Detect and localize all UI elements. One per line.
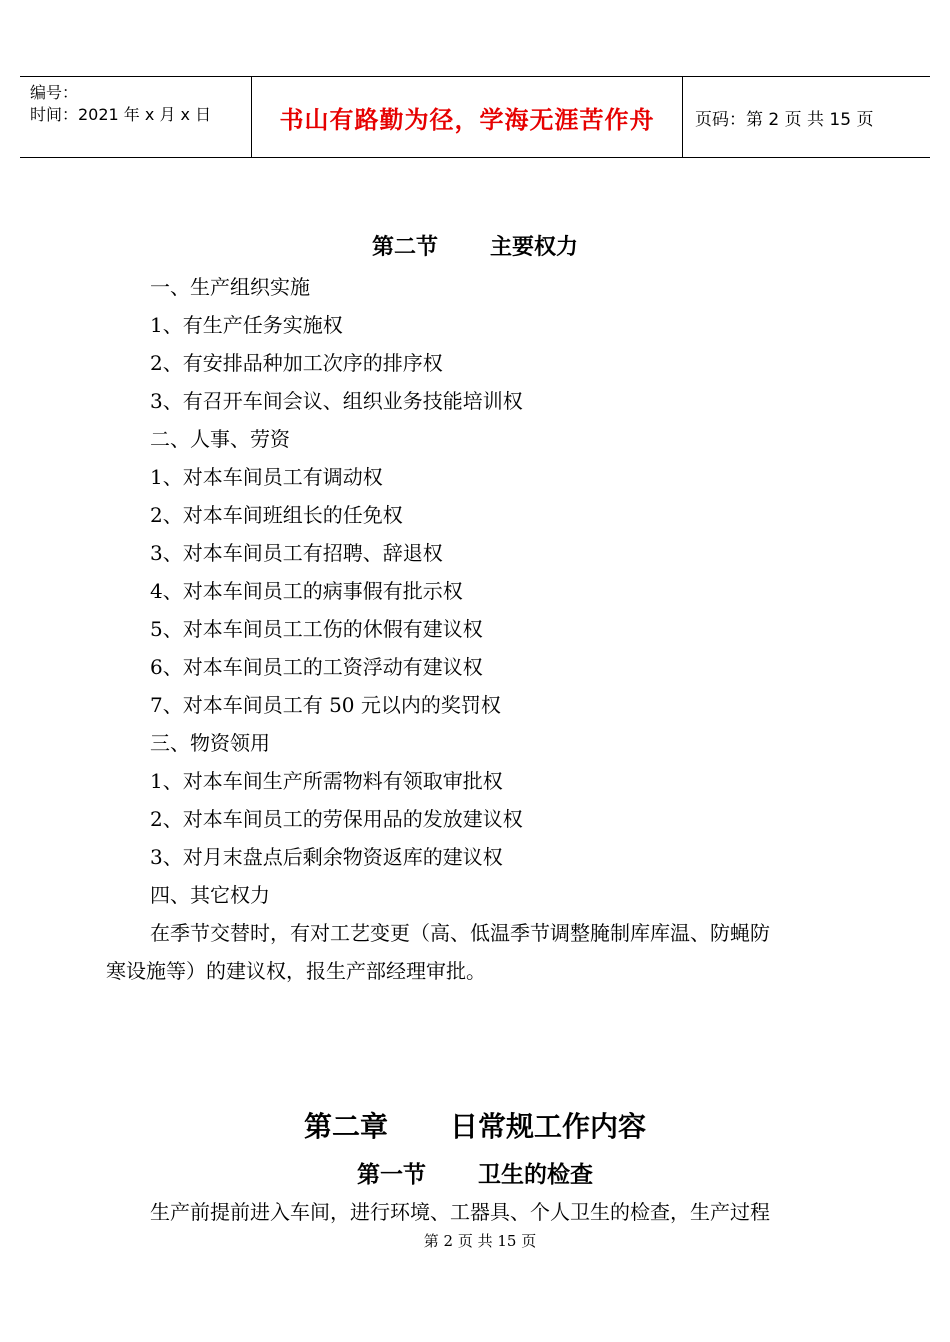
list-item: 三、物资领用 [150,731,270,755]
list-item: 4、对本车间员工的病事假有批示权 [150,579,463,603]
page-footer: 第 2 页 共 15 页 [423,1232,537,1250]
header-page-code: 页码：第 2 页 共 15 页 [695,109,874,130]
list-item: 3、对月末盘点后剩余物资返库的建议权 [150,845,503,869]
list-item: 1、对本车间员工有调动权 [150,465,383,489]
list-item: 2、对本车间班组长的任免权 [150,503,403,527]
header-motto: 书山有路勤为径，学海无涯苦作舟 [252,77,683,157]
list-item: 3、有召开车间会议、组织业务技能培训权 [150,389,523,413]
list-item: 二、人事、劳资 [150,427,290,451]
list-item: 四、其它权力 [150,883,270,907]
list-item: 3、对本车间员工有招聘、辞退权 [150,541,443,565]
list-item: 1、有生产任务实施权 [150,313,343,337]
list-item: 7、对本车间员工有 50 元以内的奖罚权 [150,693,501,717]
document-header [20,76,930,158]
chapter-title-daily-work [0,1105,950,1145]
list-item: 6、对本车间员工的工资浮动有建议权 [150,655,483,679]
document-number-label: 编号： [30,83,79,102]
section-number: 第一节 [357,1162,426,1188]
section-heading: 主要权力 [490,235,579,260]
list-item: 2、对本车间员工的劳保用品的发放建议权 [150,807,523,831]
chapter-heading: 日常规工作内容 [450,1110,647,1143]
paragraph-line: 在季节交替时，有对工艺变更（高、低温季节调整腌制库库温、防蝇防 [150,921,770,945]
list-item: 5、对本车间员工工伤的休假有建议权 [150,617,483,641]
section-title-main-powers [0,230,950,261]
header-meta [20,77,252,157]
list-item: 1、对本车间生产所需物料有领取审批权 [150,769,503,793]
paragraph-line: 生产前提前进入车间，进行环境、工器具、个人卫生的检查，生产过程 [150,1200,770,1224]
list-item: 2、有安排品种加工次序的排序权 [150,351,443,375]
section-title-hygiene-check [0,1156,950,1189]
paragraph-line: 寒设施等）的建议权，报生产部经理审批。 [106,959,486,983]
document-time-label: 时间：2021 年 x 月 x 日 [30,105,212,124]
list-item: 一、生产组织实施 [150,275,310,299]
section-number: 第二节 [371,235,438,260]
section-heading: 卫生的检查 [478,1162,593,1188]
chapter-number: 第二章 [303,1110,388,1143]
